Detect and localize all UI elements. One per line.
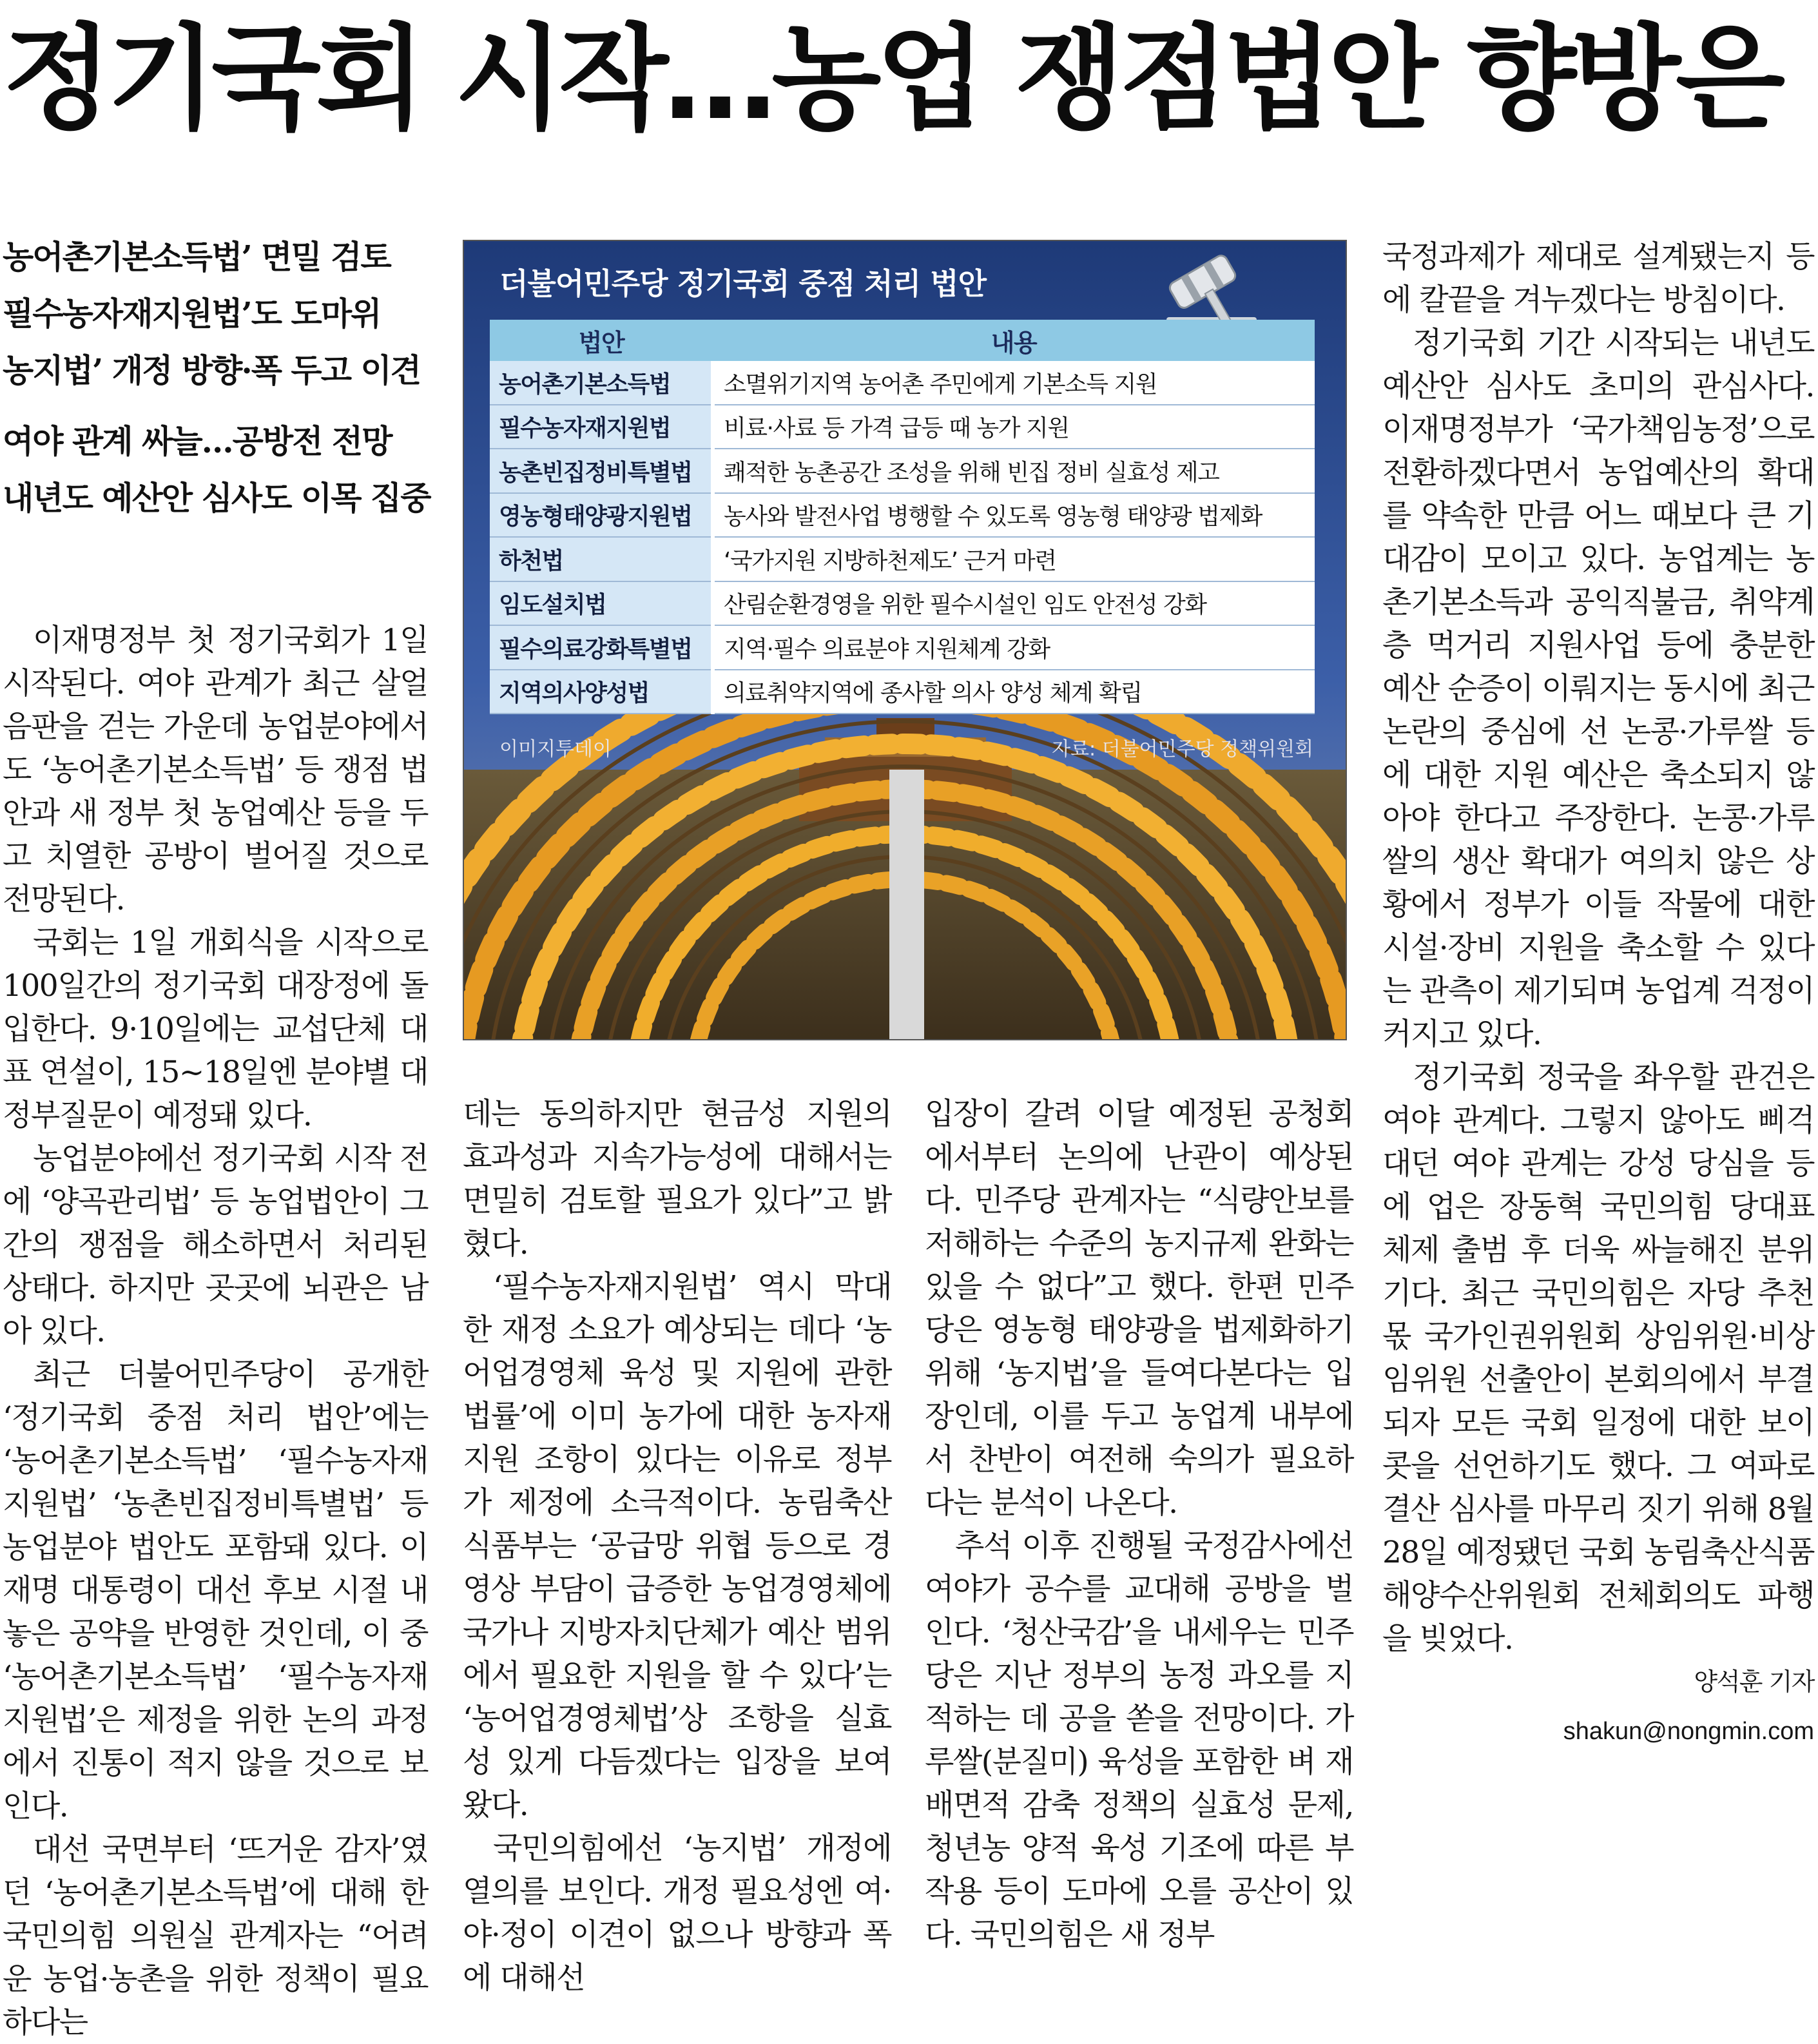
bill-name: 영농형태양광지원법 [490, 493, 713, 538]
paragraph: 추석 이후 진행될 국정감사에선 여야가 공수를 교대해 공방을 벌인다. ‘청산국감’을 내세우는 민주당은 지난 정부의 농정 과오를 지적하는 데 공을 쏟을 전망이다. 가루쌀(분질미) 육성을 포함한 벼 재배면적 감축 정책의 실효성 문제, 청년농 양적 육성 기조에 따른 부작용 등이 도마에 오를 공산이 있다. 국민의힘은 새 정부 [925, 1528, 1353, 1952]
bill-name: 농촌빈집정비특별법 [490, 449, 713, 493]
paragraph: 최근 더불어민주당이 공개한 ‘정기국회 중점 처리 법안’에는 ‘농어촌기본소득법’ ‘필수농자재지원법’ ‘농촌빈집정비특별법’ 등 농업분야 법안도 포함돼 있다. 이재명 대통령이 대선 후보 시절 내놓은 공약을 반영한 것인데, 이 중 ‘농어촌기본소득법’ ‘필수농자재지원법’은 제정을 위한 논의 과정에서 진통이 적지 않을 것으로 보인다. [3, 1357, 428, 1824]
column-header-content: 내용 [713, 320, 1315, 361]
subheadline: 농지법’ 개정 방향·폭 두고 이견 [3, 351, 421, 389]
paragraph: ‘필수농자재지원법’ 역시 막대한 재정 소요가 예상되는 데다 ‘농어업경영체 육성 및 지원에 관한 법률’에 이미 농가에 대한 농자재 지원 조항이 있다는 이유로 정부가 제정에 소극적이다. 농림축산식품부는 ‘공급망 위협 등으로 경영상 부담이 급증한 농업경영체에 국가나 지방자치단체가 예산 범위에서 필요한 지원을 할 수 있다’는 ‘농어업경영체법’상 조항을 실효성 있게 다듬겠다는 입장을 보여왔다. [463, 1269, 891, 1823]
table-row [490, 581, 1315, 626]
article-column-3 [925, 1093, 1353, 1956]
paragraph: 정기국회 정국을 좌우할 관건은 여야 관계다. 그렇지 않아도 삐걱대던 여야 관계는 강성 당심을 등에 업은 장동혁 국민의힘 당대표 체제 출범 후 더욱 싸늘해진 분위기다. 최근 국민의힘은 자당 추천 몫 국가인권위원회 상임위원·비상임위원 선출안이 본회의에서 부결되자 모든 국회 일정에 대한 보이콧을 선언하기도 했다. 그 여파로 결산 심사를 마무리 짓기 위해 8월28일 예정됐던 국회 농림축산식품해양수산위원회 전체회의도 파행을 빚었다. [1382, 1060, 1814, 1657]
table-row [490, 625, 1315, 670]
paragraph: 농업분야에선 정기국회 시작 전에 ‘양곡관리법’ 등 농업법안이 그간의 쟁점을 해소하면서 처리된 상태다. 하지만 곳곳에 뇌관은 남아 있다. [3, 1141, 428, 1349]
bill-name: 필수농자재지원법 [490, 405, 713, 449]
subheadlines [3, 229, 441, 527]
bill-name: 하천법 [490, 537, 713, 581]
table-row [490, 670, 1315, 714]
article-column-2 [463, 1093, 891, 2000]
bill-description: 쾌적한 농촌공간 조성을 위해 빈집 정비 실효성 제고 [713, 449, 1315, 493]
subheadline: 내년도 예산안 심사도 이목 집중 [3, 479, 430, 517]
table-row [490, 361, 1315, 405]
subheadline: 여야 관계 싸늘…공방전 전망 [3, 422, 392, 460]
bill-name: 지역의사양성법 [490, 670, 713, 714]
paragraph: 정기국회 기간 시작되는 내년도 예산안 심사도 초미의 관심사다. 이재명정부가 ‘국가책임농정’으로 전환하겠다면서 농업예산의 확대를 약속한 만큼 어느 때보다 큰 기대감이 모이고 있다. 농업계는 농촌기본소득과 공익직불금, 취약계층 먹거리 지원사업 등에 충분한 예산 순증이 이뤄지는 동시에 최근 논란의 중심에 선 논콩·가루쌀 등에 대한 지원 예산은 축소되지 않아야 한다고 주장한다. 논콩·가루쌀의 생산 확대가 여의치 않은 상황에서 정부가 이들 작물에 대한 시설·장비 지원을 축소할 수 있다는 관측이 제기되며 농업계 걱정이 커지고 있다. [1382, 326, 1814, 1052]
bill-name: 임도설치법 [490, 581, 713, 626]
headline: 정기국회 시작…농업 쟁점법안 향방은 [3, 13, 1781, 145]
figure-source: 자료: 더불어민주당 정책위원회 [1052, 738, 1313, 761]
article-column-4 [1382, 235, 1814, 1753]
subheadline: 농어촌기본소득법’ 면밀 검토 [3, 238, 391, 276]
column-header-bill: 법안 [490, 320, 713, 361]
figure-title: 더불어민주당 정기국회 중점 처리 법안 [499, 266, 987, 301]
bill-description: 소멸위기지역 농어촌 주민에게 기본소득 지원 [713, 361, 1315, 405]
bill-name: 필수의료강화특별법 [490, 625, 713, 670]
image-credit: 이미지투데이 [499, 738, 612, 761]
paragraph: 국정과제가 제대로 설계됐는지 등에 칼끝을 겨누겠다는 방침이다. [1382, 239, 1814, 318]
table-row [490, 449, 1315, 493]
key-bills-table [490, 320, 1315, 714]
article-column-1 [3, 619, 428, 2044]
table-row [490, 405, 1315, 449]
bill-name: 농어촌기본소득법 [490, 361, 713, 405]
paragraph: 데는 동의하지만 현금성 지원의 효과성과 지속가능성에 대해서는 면밀히 검토할 필요가 있다”고 밝혔다. [463, 1096, 891, 1261]
paragraph: 국회는 1일 개회식을 시작으로 100일간의 정기국회 대장정에 돌입한다. 9·10일에는 교섭단체 대표 연설이, 15~18일엔 분야별 대정부질문이 예정돼 있다. [3, 925, 428, 1133]
bill-description: 의료취약지역에 종사할 의사 양성 체계 확립 [713, 670, 1315, 714]
bill-description: 비료·사료 등 가격 급등 때 농가 지원 [713, 405, 1315, 449]
article-figure [463, 240, 1347, 1040]
paragraph: 대선 국면부터 ‘뜨거운 감자’였던 ‘농어촌기본소득법’에 대해 한 국민의힘 의원실 관계자는 “어려운 농업·농촌을 위한 정책이 필요하다는 [3, 1832, 428, 2040]
reporter-email[interactable]: shakun@nongmin.com [1563, 1718, 1814, 1745]
reporter-byline: 양석훈 기자 [1694, 1668, 1814, 1696]
table-row [490, 493, 1315, 538]
paragraph: 국민의힘에선 ‘농지법’ 개정에 열의를 보인다. 개정 필요성엔 여·야·정이 이견이 없으나 방향과 폭에 대해선 [463, 1831, 891, 1996]
bill-description: 지역·필수 의료분야 지원체계 강화 [713, 625, 1315, 670]
subheadline: 필수농자재지원법’도 도마위 [3, 295, 381, 333]
paragraph: 이재명정부 첫 정기국회가 1일 시작된다. 여야 관계가 최근 살얼음판을 걷는 가운데 농업분야에서도 ‘농어촌기본소득법’ 등 쟁점 법안과 새 정부 첫 농업예산 등을 두고 치열한 공방이 벌어질 것으로 전망된다. [3, 623, 428, 917]
bill-description: ‘국가지원 지방하천제도’ 근거 마련 [713, 537, 1315, 581]
table-row [490, 537, 1315, 581]
bill-description: 농사와 발전사업 병행할 수 있도록 영농형 태양광 법제화 [713, 493, 1315, 538]
bill-description: 산림순환경영을 위한 필수시설인 임도 안전성 강화 [713, 581, 1315, 626]
paragraph: 입장이 갈려 이달 예정된 공청회에서부터 논의에 난관이 예상된다. 민주당 관계자는 “식량안보를 저해하는 수준의 농지규제 완화는 있을 수 없다”고 했다. 한편 민주당은 영농형 태양광을 법제화하기 위해 ‘농지법’을 들여다본다는 입장인데, 이를 두고 농업계 내부에서 찬반이 여전해 숙의가 필요하다는 분석이 나온다. [925, 1096, 1353, 1521]
